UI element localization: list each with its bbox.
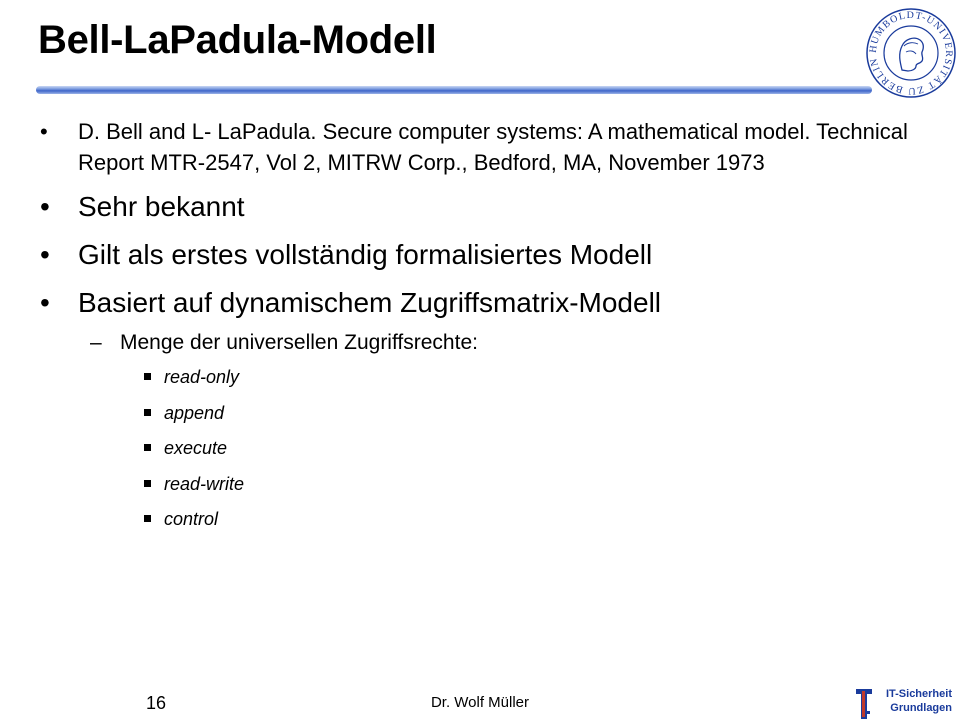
svg-text:HUMBOLDT-UNIVERSITÄT ZU BERLIN	[868, 10, 954, 96]
right-label: read-write	[164, 473, 245, 494]
slide-title: Bell-LaPadula-Modell	[38, 18, 437, 62]
right-item	[40, 437, 920, 459]
point-text: Gilt als erstes vollständig formalisiertes Modell	[78, 239, 653, 270]
square-bullet-icon	[144, 480, 151, 487]
course-logo-text	[886, 687, 952, 715]
title-divider	[36, 86, 872, 94]
author-name: Dr. Wolf Müller	[430, 694, 530, 711]
right-item	[40, 366, 920, 388]
square-bullet-icon	[144, 515, 151, 522]
point-text: Basiert auf dynamischem Zugriffsmatrix-Modell	[78, 287, 662, 318]
reference-item	[40, 116, 920, 178]
right-label: read-only	[164, 367, 240, 387]
square-bullet-icon	[144, 373, 151, 380]
sub-text: Menge der universellen Zugriffsrechte:	[120, 331, 478, 354]
sub-item	[40, 330, 920, 356]
square-bullet-icon	[144, 444, 151, 451]
logo-line-1: IT-Sicherheit	[885, 688, 952, 700]
sub-dash: –	[90, 331, 102, 354]
list-item	[40, 190, 920, 224]
point-text: Sehr bekannt	[78, 191, 245, 222]
rights-list	[40, 366, 920, 530]
right-item	[40, 402, 920, 424]
right-label: control	[164, 509, 219, 529]
seal-text: HUMBOLDT-UNIVERSITÄT ZU BERLIN	[867, 9, 955, 97]
page-number: 16	[146, 693, 167, 713]
list-item	[40, 286, 920, 320]
rights-container	[40, 366, 920, 530]
right-label: execute	[164, 438, 228, 458]
reference-text: D. Bell and L- LaPadula. Secure computer systems: A mathematical model. Technical Report MTR-2547, Vol 2, MITRW Corp., Bedford, MA, November 1973	[78, 119, 908, 175]
list-item	[40, 238, 920, 272]
right-item	[40, 508, 920, 530]
right-label: append	[164, 402, 225, 423]
right-item	[40, 473, 920, 495]
bullet-dot: •	[40, 239, 50, 270]
logo-line-2: Grundlagen	[890, 702, 952, 714]
bullet-dot: •	[40, 191, 50, 222]
bullet-dot: •	[40, 287, 50, 318]
square-bullet-icon	[144, 409, 151, 416]
university-seal-icon	[864, 6, 958, 100]
bullet-list	[40, 116, 920, 544]
bullet-dot: •	[40, 119, 48, 144]
